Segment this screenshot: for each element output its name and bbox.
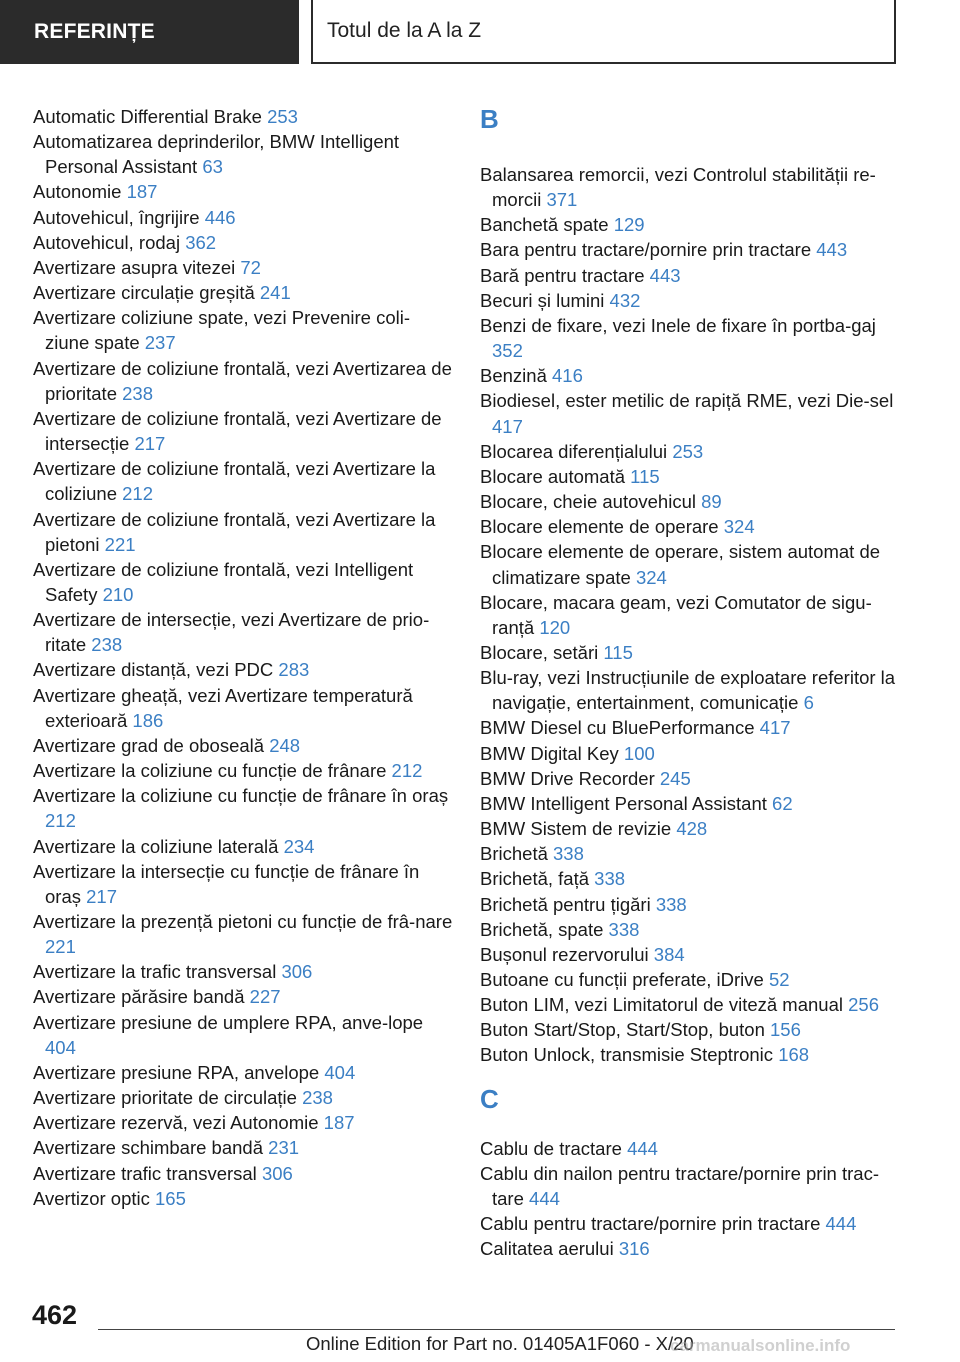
- entry-term: Avertizare de coliziune frontală, vezi Avertizare la pietoni: [33, 508, 436, 555]
- entry-page-link[interactable]: 316: [618, 1238, 650, 1260]
- index-entry: [33, 733, 453, 758]
- entry-page-link[interactable]: 283: [278, 659, 310, 681]
- entry-term: Avertizare la coliziune cu funcție de frânare în oraș: [33, 785, 449, 807]
- index-entry: [33, 557, 453, 607]
- index-entry: [33, 1135, 453, 1160]
- entry-term: Brichetă, spate: [480, 918, 604, 940]
- letter-heading-c: C: [480, 1083, 499, 1114]
- entry-page-link[interactable]: 210: [102, 583, 134, 605]
- index-entry: [480, 1236, 900, 1261]
- entry-term: BMW Digital Key: [480, 742, 619, 764]
- entry-page-link[interactable]: 352: [492, 340, 523, 362]
- entry-term: Buton Start/Stop, Start/Stop, buton: [480, 1019, 765, 1041]
- index-entry: [480, 1042, 900, 1067]
- entry-page-link[interactable]: 237: [144, 332, 176, 354]
- index-entry: [33, 834, 453, 859]
- entry-term: Avertizare de intersecție, vezi Avertizare de prio-ritate: [33, 609, 430, 656]
- index-entry: [480, 439, 900, 464]
- entry-term: Avertizare prioritate de circulație: [33, 1087, 297, 1109]
- index-entry: [480, 162, 900, 212]
- index-entry: [33, 356, 453, 406]
- index-entry: [480, 1211, 900, 1236]
- index-entry: [480, 1161, 900, 1211]
- entry-term: Autovehicul, rodaj: [33, 231, 181, 253]
- index-entry: [33, 1161, 453, 1186]
- entry-term: Avertizare la coliziune laterală: [33, 835, 279, 857]
- entry-term: Avertizare gheață, vezi Avertizare temperatură exterioară: [33, 684, 413, 731]
- entry-term: Banchetă spate: [480, 214, 609, 236]
- index-entry: [480, 715, 900, 740]
- entry-term: Blu-ray, vezi Instrucțiunile de exploatare referitor la navigație, entertainment, comunicație: [480, 667, 896, 714]
- index-entry: [33, 859, 453, 909]
- index-entry: [480, 363, 900, 388]
- chapter-tab: [311, 0, 896, 64]
- entry-page-link[interactable]: 212: [391, 760, 423, 782]
- index-entry: [480, 741, 900, 766]
- entry-page-link[interactable]: 217: [86, 885, 118, 907]
- entry-page-link[interactable]: 168: [778, 1044, 810, 1066]
- entry-term: Avertizare rezervă, vezi Autonomie: [33, 1112, 319, 1134]
- entry-term: Brichetă, față: [480, 868, 590, 890]
- index-entry: [480, 816, 900, 841]
- entry-term: Blocare, setări: [480, 641, 599, 663]
- entry-page-link[interactable]: 416: [552, 365, 583, 387]
- entry-page-link[interactable]: 253: [672, 440, 704, 462]
- entry-page-link[interactable]: 72: [240, 256, 261, 278]
- entry-term: Autovehicul, îngrijire: [33, 206, 200, 228]
- entry-page-link[interactable]: 221: [104, 533, 136, 555]
- entry-page-link[interactable]: 417: [492, 415, 523, 437]
- entry-term: BMW Sistem de revizie: [480, 818, 672, 840]
- entry-page-link[interactable]: 444: [825, 1213, 857, 1235]
- entry-page-link[interactable]: 384: [653, 943, 685, 965]
- entry-page-link[interactable]: 89: [701, 491, 722, 513]
- index-entry: [33, 507, 453, 557]
- entry-term: Bară pentru tractare: [480, 264, 645, 286]
- watermark: carmanualsonline.info: [670, 1336, 851, 1355]
- index-entry: [33, 1060, 453, 1085]
- index-entry: [480, 665, 900, 715]
- entry-page-link[interactable]: 443: [816, 239, 848, 261]
- index-entry: [33, 406, 453, 456]
- entry-page-link[interactable]: 417: [759, 717, 791, 739]
- entry-term: Avertizare la trafic transversal: [33, 961, 277, 983]
- entry-page-link[interactable]: 186: [132, 709, 164, 731]
- index-entry: [33, 230, 453, 255]
- index-entry: [480, 967, 900, 992]
- entry-page-link[interactable]: 187: [323, 1112, 355, 1134]
- index-entry: [33, 1110, 453, 1135]
- entry-page-link[interactable]: 234: [283, 835, 315, 857]
- index-entry: [33, 758, 453, 783]
- entry-page-link[interactable]: 100: [623, 742, 655, 764]
- index-entry: [480, 388, 900, 438]
- entry-page-link[interactable]: 444: [627, 1137, 658, 1159]
- entry-page-link[interactable]: 306: [281, 961, 313, 983]
- entry-term: BMW Diesel cu BluePerformance: [480, 717, 755, 739]
- entry-page-link[interactable]: 444: [529, 1187, 560, 1209]
- footer-edition: Online Edition for Part no. 01405A1F060 - X/20: [306, 1333, 694, 1354]
- entry-page-link[interactable]: 245: [659, 767, 691, 789]
- entry-page-link[interactable]: 256: [848, 994, 879, 1016]
- index-entry: [480, 539, 900, 589]
- index-entry: [480, 313, 900, 363]
- page-number: 462: [32, 1300, 78, 1330]
- footer-divider: [98, 1329, 895, 1330]
- entry-term: BMW Intelligent Personal Assistant: [480, 792, 767, 814]
- index-entry: [33, 179, 453, 204]
- entry-term: Avertizare la intersecție cu funcție de frânare în oraș: [33, 860, 420, 907]
- index-entry: [33, 205, 453, 230]
- index-entry: [480, 917, 900, 942]
- entry-term: Avertizare asupra vitezei: [33, 256, 236, 278]
- index-entry: [33, 280, 453, 305]
- index-entry: [480, 942, 900, 967]
- entry-term: Automatic Differential Brake: [33, 106, 262, 127]
- entry-term: Avertizare de coliziune frontală, vezi Intelligent Safety: [33, 558, 414, 605]
- index-entry: [480, 766, 900, 791]
- index-column-right: [480, 104, 900, 1261]
- entry-term: Cablu de tractare: [480, 1137, 622, 1159]
- entry-term: Avertizare presiune de umplere RPA, anve-lope: [33, 1011, 424, 1033]
- entry-term: Benzină: [480, 365, 547, 387]
- entry-term: Bușonul rezervorului: [480, 943, 649, 965]
- index-entry: [33, 1085, 453, 1110]
- entry-term: Balansarea remorcii, vezi Controlul stabilității re-morcii: [480, 164, 876, 211]
- index-entry: [480, 590, 900, 640]
- entry-term: Avertizare presiune RPA, anvelope: [33, 1061, 320, 1083]
- entry-page-link[interactable]: 324: [635, 566, 667, 588]
- entry-term: Avertizare la coliziune cu funcție de frânare: [33, 760, 387, 782]
- entry-term: Autonomie: [33, 181, 122, 203]
- index-entry: [33, 305, 453, 355]
- entry-page-link[interactable]: 428: [676, 818, 708, 840]
- index-entry: [480, 288, 900, 313]
- entry-term: Blocare, cheie autovehicul: [480, 491, 696, 513]
- entry-term: Avertizor optic: [33, 1187, 150, 1209]
- entry-term: Bara pentru tractare/pornire prin tractare: [480, 239, 812, 261]
- entry-page-link[interactable]: 120: [539, 616, 571, 638]
- entry-term: Biodiesel, ester metilic de rapiță RME, vezi Die-sel: [480, 390, 894, 412]
- entry-page-link[interactable]: 212: [45, 810, 76, 832]
- entry-page-link[interactable]: 52: [768, 969, 790, 990]
- entry-term: Benzi de fixare, vezi Inele de fixare în portba-gaj: [480, 314, 876, 336]
- index-entry: [480, 791, 900, 816]
- index-entry: [480, 514, 900, 539]
- entry-page-link[interactable]: 129: [613, 214, 645, 236]
- entry-page-link[interactable]: 404: [324, 1061, 356, 1083]
- entry-term: BMW Drive Recorder: [480, 767, 655, 789]
- entry-term: Blocare elemente de operare, sistem automat de climatizare spate: [480, 541, 881, 588]
- entry-page-link[interactable]: 248: [269, 734, 301, 756]
- entry-page-link[interactable]: 238: [91, 634, 123, 656]
- index-entry: [480, 237, 900, 262]
- index-column-left: [33, 104, 453, 1211]
- entry-page-link[interactable]: 62: [772, 792, 793, 814]
- index-entry: [33, 1010, 453, 1060]
- entry-term: Brichetă: [480, 843, 548, 865]
- index-entry: [480, 489, 900, 514]
- entry-page-link[interactable]: 6: [803, 692, 814, 714]
- entry-page-link[interactable]: 217: [134, 433, 166, 455]
- entry-term: Avertizare trafic transversal: [33, 1162, 257, 1184]
- entry-page-link[interactable]: 253: [267, 106, 298, 127]
- entry-page-link[interactable]: 338: [655, 893, 687, 915]
- entry-term: Becuri și lumini: [480, 289, 605, 311]
- entry-page-link[interactable]: 231: [268, 1137, 300, 1159]
- entry-term: Avertizare de coliziune frontală, vezi Avertizarea de prioritate: [33, 357, 452, 404]
- entry-term: Blocarea diferențialului: [480, 440, 668, 462]
- entry-term: Cablu pentru tractare/pornire prin tractare: [480, 1213, 821, 1235]
- index-entry: [480, 1017, 900, 1042]
- entry-page-link[interactable]: 227: [249, 986, 281, 1008]
- index-entry: [33, 255, 453, 280]
- index-entry: [33, 607, 453, 657]
- entry-page-link[interactable]: 338: [594, 868, 626, 890]
- index-entry: [480, 841, 900, 866]
- entry-term: Butoane cu funcții preferate, iDrive: [480, 969, 764, 990]
- index-entry: [480, 866, 900, 891]
- entry-page-link[interactable]: 362: [185, 231, 217, 253]
- index-entry: [33, 104, 453, 129]
- entry-term: Cablu din nailon pentru tractare/pornire prin trac-tare: [480, 1162, 879, 1209]
- index-entry: [33, 984, 453, 1009]
- entry-page-link[interactable]: 241: [259, 282, 291, 304]
- entry-term: Calitatea aerului: [480, 1238, 614, 1260]
- entry-page-link[interactable]: 221: [45, 936, 76, 958]
- entry-page-link[interactable]: 212: [122, 483, 154, 505]
- entry-term: Avertizare de coliziune frontală, vezi Avertizare la coliziune: [33, 458, 436, 505]
- entry-term: Avertizare coliziune spate, vezi Prevenire coli-ziune spate: [33, 307, 411, 354]
- entry-page-link[interactable]: 63: [202, 156, 223, 178]
- section-label: REFERINȚE: [34, 20, 155, 43]
- entry-page-link[interactable]: 324: [723, 516, 755, 538]
- index-entry: [480, 464, 900, 489]
- index-entry: [480, 1136, 900, 1161]
- entry-page-link[interactable]: 238: [302, 1087, 333, 1109]
- index-entry: [33, 657, 453, 682]
- entry-page-link[interactable]: 446: [204, 206, 236, 228]
- entry-term: Avertizare circulație greșită: [33, 282, 255, 304]
- entry-term: Avertizare schimbare bandă: [33, 1137, 264, 1159]
- entry-term: Blocare elemente de operare: [480, 516, 719, 538]
- letter-heading-b: B: [480, 104, 499, 134]
- entry-term: Avertizare de coliziune frontală, vezi Avertizare de intersecție: [33, 407, 442, 455]
- index-entry: [480, 892, 900, 917]
- entry-term: Buton LIM, vezi Limitatorul de viteză manual: [480, 994, 843, 1016]
- entry-term: Avertizare distanță, vezi PDC: [33, 659, 274, 681]
- index-entry: [33, 683, 453, 733]
- index-entry: [33, 456, 453, 506]
- entry-page-link[interactable]: 187: [126, 181, 158, 203]
- index-entry: [33, 783, 453, 833]
- entry-term: Avertizare grad de oboseală: [33, 734, 265, 756]
- entry-page-link[interactable]: 432: [609, 289, 641, 311]
- entry-term: Blocare, macara geam, vezi Comutator de sigu-ranță: [480, 591, 872, 638]
- index-entry: [33, 1186, 453, 1211]
- index-entry: [480, 263, 900, 288]
- entry-term: Avertizare la prezență pietoni cu funcție de frâ-nare: [33, 911, 453, 932]
- entry-page-link[interactable]: 238: [122, 382, 153, 404]
- entry-page-link[interactable]: 306: [261, 1162, 293, 1184]
- index-entry: [33, 909, 453, 959]
- entry-term: Avertizare părăsire bandă: [33, 986, 245, 1008]
- index-entry: [480, 640, 900, 665]
- entry-term: Buton Unlock, transmisie Steptronic: [480, 1044, 774, 1066]
- index-entry: [480, 992, 900, 1017]
- entry-term: Brichetă pentru țigări: [480, 893, 651, 915]
- entry-page-link[interactable]: 165: [155, 1187, 186, 1209]
- chapter-title: Totul de la A la Z: [327, 19, 482, 42]
- index-entry: [33, 959, 453, 984]
- index-entry: [33, 129, 453, 179]
- entry-page-link[interactable]: 338: [608, 918, 640, 940]
- entry-page-link[interactable]: 338: [553, 843, 584, 865]
- entry-page-link[interactable]: 156: [770, 1019, 801, 1041]
- entry-term: Blocare automată: [480, 465, 626, 487]
- entry-page-link[interactable]: 115: [603, 641, 633, 663]
- entry-page-link[interactable]: 404: [45, 1036, 76, 1058]
- index-entry: [480, 212, 900, 237]
- entry-page-link[interactable]: 371: [546, 189, 578, 211]
- entry-page-link[interactable]: 115: [630, 465, 660, 487]
- entry-term: Automatizarea deprinderilor, BMW Intelligent Personal Assistant: [33, 131, 400, 178]
- entry-page-link[interactable]: 443: [649, 264, 681, 286]
- section-tab: [0, 0, 299, 64]
